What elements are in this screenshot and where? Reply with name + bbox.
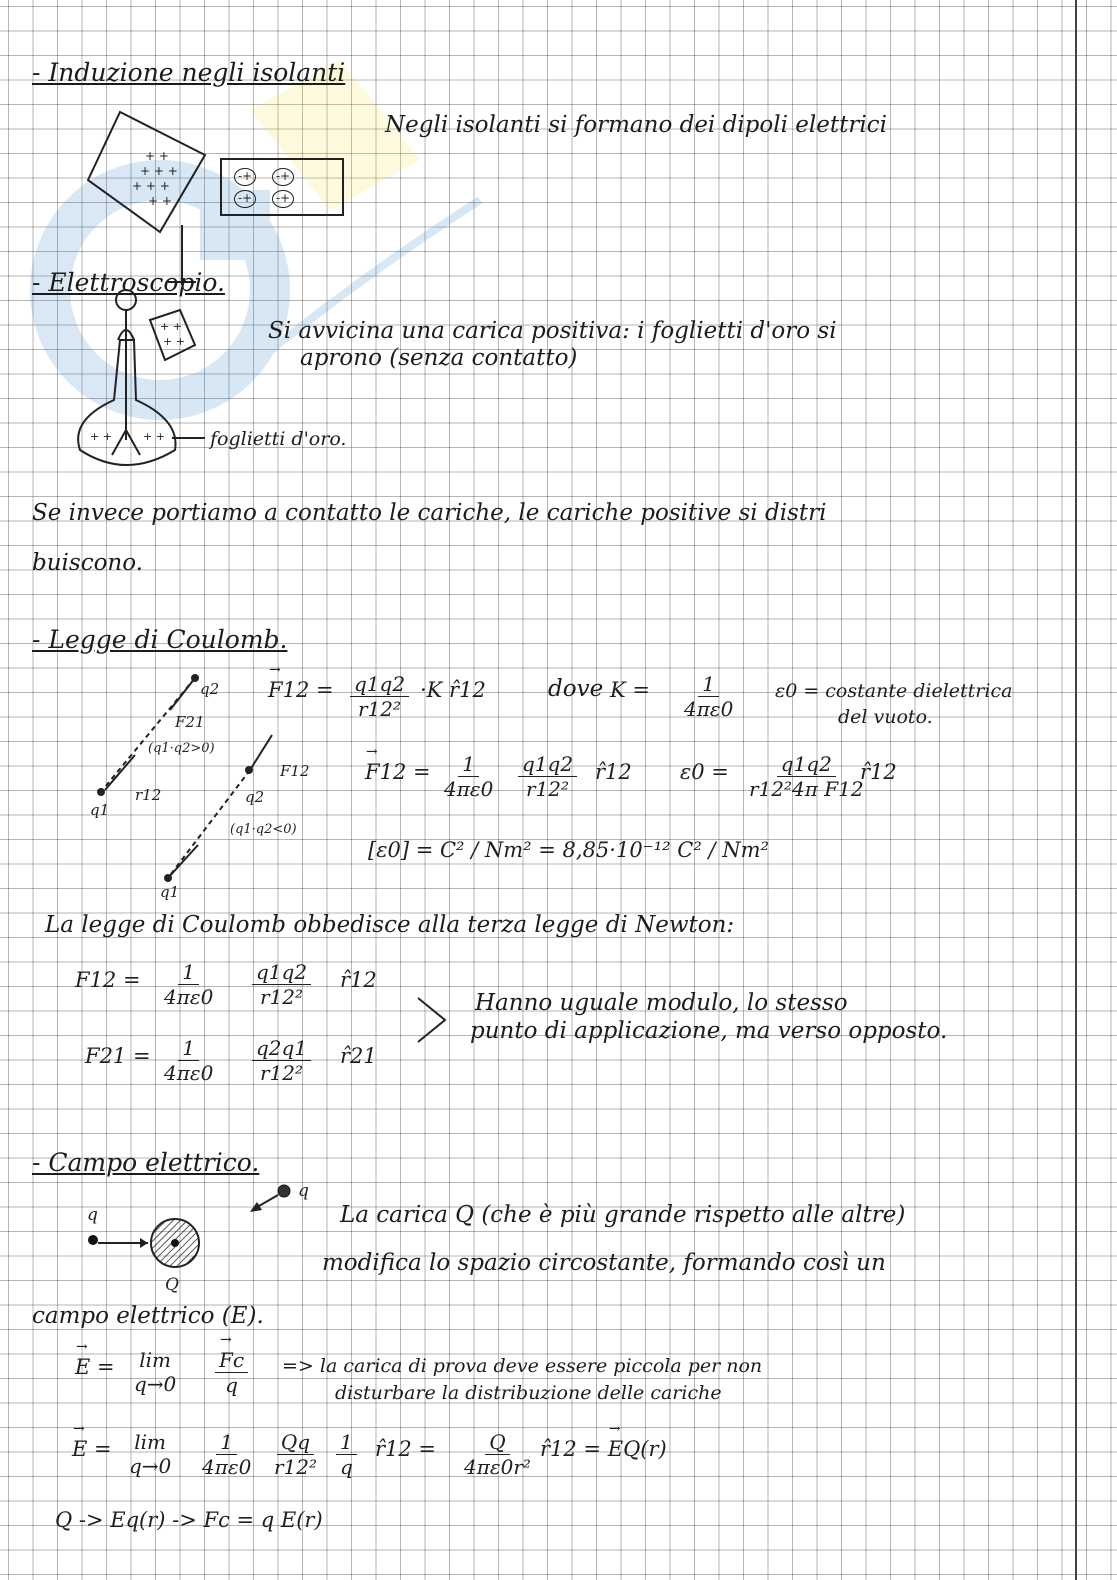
eq-f12-rhs: ·K r̂12 xyxy=(420,678,486,702)
f21-lhs: F21 = xyxy=(85,1044,151,1068)
label-Q: Q xyxy=(165,1275,179,1295)
eq2-lhs: → F12 = xyxy=(365,760,431,784)
eq-dove: dove xyxy=(548,676,604,702)
svg-text:+ +: + + xyxy=(160,320,182,333)
elettroscopio-text-line2: aprono (senza contatto) xyxy=(300,345,578,371)
units-eq: [ε0] = C² / Nm² = 8,85·10⁻¹² C² / Nm² xyxy=(368,838,769,862)
induzione-text: Negli isolanti si formano dei dipoli elettrici xyxy=(385,112,887,138)
field-eq-frac3: $\frac{1}{q}$ xyxy=(336,1430,357,1479)
contatto-para-line2: buiscono. xyxy=(32,550,143,576)
eq3-rhat: r̂12 xyxy=(860,760,897,784)
newton-note-line1: Hanno uguale modulo, lo stesso xyxy=(475,990,848,1016)
dipole-icon: -+ xyxy=(272,168,294,186)
field-eq-frac4: $\frac{Q}{\text{4πε0r²}}$ xyxy=(464,1430,531,1479)
svg-text:+ + +: + + + xyxy=(140,164,178,178)
field-eq-lhs: → E = xyxy=(72,1437,112,1461)
label-r12: r12 xyxy=(135,786,162,804)
field-eq-rhs: r̂12 = → EQ(r) xyxy=(540,1437,667,1461)
eq-f12-lhs: → F12 = xyxy=(268,678,334,702)
heading-elettroscopio: - Elettroscopio. xyxy=(32,268,225,297)
campo-text-line3: campo elettrico (E). xyxy=(32,1303,264,1329)
final-eq: Q -> Eq(r) -> Fc = q E(r) xyxy=(55,1508,323,1532)
limit-frac: → $\frac{Fc}{q}$ xyxy=(215,1348,248,1397)
eq-f12-frac: $\frac{q1q2}{\text{r12²}}$ xyxy=(350,672,409,721)
contatto-para-line1: Se invece portiamo a contatto le cariche, le cariche positive si distri xyxy=(32,500,827,526)
label-q-small: q xyxy=(87,1205,98,1225)
label-f12: F12 xyxy=(280,762,310,780)
heading-induzione: - Induzione negli isolanti xyxy=(32,58,346,87)
label-q1b: q1 xyxy=(160,883,180,901)
label-q2: q2 xyxy=(200,680,220,698)
f21-rhat: r̂21 xyxy=(340,1044,377,1068)
eq-K-frac: $\frac{1}{4\pi\varepsilon 0}$ xyxy=(684,672,734,721)
eq-K-lhs: K = xyxy=(610,678,650,702)
svg-text:+ +: + + xyxy=(90,430,112,443)
newton-line: La legge di Coulomb obbedisce alla terza legge di Newton: xyxy=(45,912,735,938)
eps-desc-line1: ε0 = costante dielettrica xyxy=(775,680,1013,702)
limit-lim: lim q→0 xyxy=(134,1348,177,1396)
label-q-top: q xyxy=(298,1181,309,1201)
field-eq-frac1: $\frac{1}{4\pi\varepsilon 0}$ xyxy=(202,1430,252,1479)
field-eq-lim: lim q→0 xyxy=(129,1430,172,1478)
heading-coulomb: - Legge di Coulomb. xyxy=(32,625,288,654)
label-pair2: (q1·q2<0) xyxy=(230,822,297,837)
dipole-icon: -+ xyxy=(272,190,294,208)
svg-text:+ + +: + + + xyxy=(132,179,170,193)
f12-rhat: r̂12 xyxy=(340,968,377,992)
f12-lhs: F12 = xyxy=(75,968,141,992)
campo-text-line2: modifica lo spazio circostante, formando così un xyxy=(322,1250,886,1276)
field-eq-mid: r̂12 = xyxy=(375,1437,437,1461)
limit-lhs: → E = xyxy=(75,1355,115,1379)
eq3-lhs: ε0 = xyxy=(680,760,729,784)
campo-text-line1: La carica Q (che è più grande rispetto alle altre) xyxy=(340,1202,906,1228)
label-q2b: q2 xyxy=(245,788,265,806)
eq3-frac: $\frac{q1q2}{\text{r12²4π F12}}$ xyxy=(749,752,864,801)
field-eq-frac2: $\frac{Qq}{\text{r12²}}$ xyxy=(274,1430,318,1479)
dipole-icon: -+ xyxy=(234,190,256,208)
eq2-frac1: $\frac{1}{4\pi\varepsilon 0}$ xyxy=(444,752,494,801)
limit-note-line2: disturbare la distribuzione delle cariche xyxy=(335,1382,722,1404)
f12-frac2: $\frac{q1q2}{\text{r12²}}$ xyxy=(252,960,311,1009)
eq2-rhat: r̂12 xyxy=(595,760,632,784)
eq2-frac2: $\frac{q1q2}{\text{r12²}}$ xyxy=(518,752,577,801)
svg-text:+ +: + + xyxy=(148,194,172,208)
limit-note-line1: => la carica di prova deve essere piccola per non xyxy=(282,1355,763,1377)
label-pair1: (q1·q2>0) xyxy=(148,741,215,756)
label-f21: F21 xyxy=(175,713,205,731)
f21-frac2: $\frac{q2q1}{\text{r12²}}$ xyxy=(252,1036,311,1085)
svg-text:+ +: + + xyxy=(143,430,165,443)
f21-frac1: $\frac{1}{4\pi\varepsilon 0}$ xyxy=(164,1036,214,1085)
foglietti-label: foglietti d'oro. xyxy=(210,428,347,450)
label-q1: q1 xyxy=(90,801,110,819)
f12-frac1: $\frac{1}{4\pi\varepsilon 0}$ xyxy=(164,960,214,1009)
elettroscopio-text-line1: Si avvicina una carica positiva: i foglietti d'oro si xyxy=(268,318,837,344)
newton-note-line2: punto di applicazione, ma verso opposto. xyxy=(470,1018,948,1044)
eps-desc-line2: del vuoto. xyxy=(838,706,933,728)
svg-text:+ +: + + xyxy=(145,149,169,163)
heading-campo: - Campo elettrico. xyxy=(32,1148,260,1177)
svg-text:+ +: + + xyxy=(163,335,185,348)
dipole-icon: -+ xyxy=(234,168,256,186)
